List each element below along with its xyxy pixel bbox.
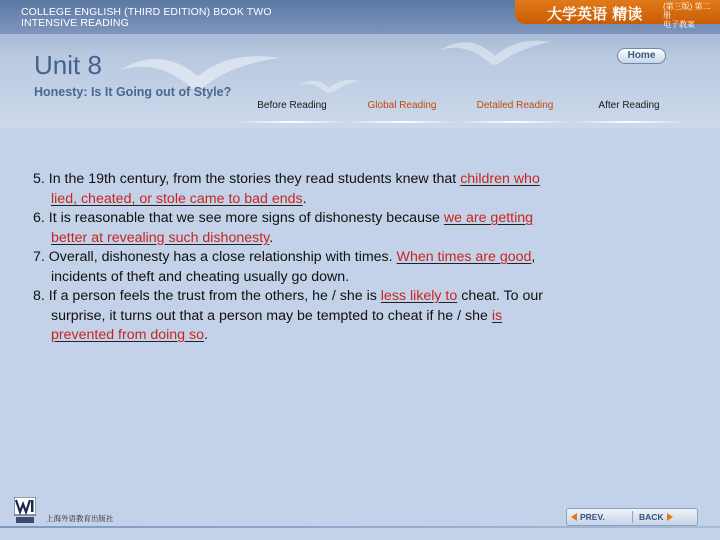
question-6-line2 xyxy=(33,229,713,249)
brand-banner xyxy=(515,0,720,29)
arrow-left-icon xyxy=(571,513,577,521)
question-7-line2 xyxy=(33,268,713,288)
question-6-end: . xyxy=(269,229,274,246)
question-6-answer-b: better at revealing such dishonesty xyxy=(51,229,270,246)
question-6-text: 6. It is reasonable that we see more signs of dishonesty because xyxy=(33,210,440,226)
tab-underline xyxy=(576,121,682,123)
course-title-line1: COLLEGE ENGLISH (THIRD EDITION) BOOK TWO xyxy=(21,6,272,18)
question-8-line2 xyxy=(33,307,713,327)
course-title xyxy=(21,7,321,29)
tab-underline xyxy=(240,121,344,123)
brand-subtitle-line1: (第三版) 第二册 xyxy=(663,2,711,20)
question-8-answer-b: is xyxy=(491,307,503,324)
tab-label: Detailed Reading xyxy=(476,100,554,111)
publisher-logo-icon xyxy=(14,497,36,525)
tab-global-reading[interactable] xyxy=(350,98,454,126)
back-button[interactable] xyxy=(639,510,673,524)
header-band xyxy=(0,0,720,128)
question-8-end: . xyxy=(204,327,208,343)
course-title-line2: INTENSIVE READING xyxy=(21,17,129,29)
question-5-line1 xyxy=(33,170,713,190)
prev-label: PREV. xyxy=(580,512,605,522)
brand-title: 大学英语 精读 xyxy=(547,5,643,23)
question-6-answer-a: we are getting xyxy=(443,210,534,226)
home-button[interactable]: Home xyxy=(617,48,666,64)
question-8-text: 8. If a person feels the trust from the others, he / she is xyxy=(33,288,377,304)
tab-underline xyxy=(462,121,568,123)
tab-detailed-reading[interactable] xyxy=(462,98,568,126)
seagull-icon xyxy=(440,30,550,80)
tab-after-reading[interactable] xyxy=(576,98,682,126)
tab-label: Global Reading xyxy=(367,100,437,111)
question-8-answer-c: prevented from doing so xyxy=(51,327,205,343)
brand-subtitle-line2: 电子教案 xyxy=(663,20,695,29)
tab-before-reading[interactable] xyxy=(240,98,344,126)
publisher-name: 上海外语教育出版社 xyxy=(46,514,114,523)
prev-button[interactable] xyxy=(571,510,605,524)
exercise-content xyxy=(33,170,713,346)
question-7-line1 xyxy=(33,248,713,268)
pager-controls xyxy=(566,508,698,526)
arrow-right-icon xyxy=(667,513,673,521)
unit-title: Unit 8 xyxy=(34,50,102,80)
pager-separator xyxy=(632,511,633,523)
unit-subtitle: Honesty: Is It Going out of Style? xyxy=(34,85,232,99)
question-7-continuation: incidents of theft and cheating usually go down. xyxy=(51,268,350,285)
question-5-answer-a: children who xyxy=(460,171,540,187)
question-7-answer: When times are good xyxy=(396,249,532,265)
question-5-answer-b: lied, cheated, or stole came to bad ends xyxy=(51,190,303,207)
tab-underline xyxy=(350,121,454,123)
question-5-text: 5. In the 19th century, from the stories they read students knew that xyxy=(33,171,457,187)
tab-label: After Reading xyxy=(598,100,660,111)
question-8-continuation: surprise, it turns out that a person may be tempted to cheat if he / she xyxy=(51,307,488,324)
back-label: BACK xyxy=(639,512,664,522)
question-8-answer-a: less likely to xyxy=(380,288,458,304)
question-7-text: 7. Overall, dishonesty has a close relationship with times. xyxy=(33,249,393,265)
question-8-line1 xyxy=(33,287,713,307)
question-5-end: . xyxy=(302,190,307,207)
question-6-line1 xyxy=(33,209,713,229)
question-7-end: , xyxy=(531,249,536,265)
question-8-mid: cheat. To our xyxy=(461,288,543,304)
brand-subtitle xyxy=(663,2,717,29)
footer-divider xyxy=(0,526,720,528)
question-5-line2 xyxy=(33,190,713,210)
question-8-line3 xyxy=(33,326,713,346)
tab-label: Before Reading xyxy=(257,100,327,111)
